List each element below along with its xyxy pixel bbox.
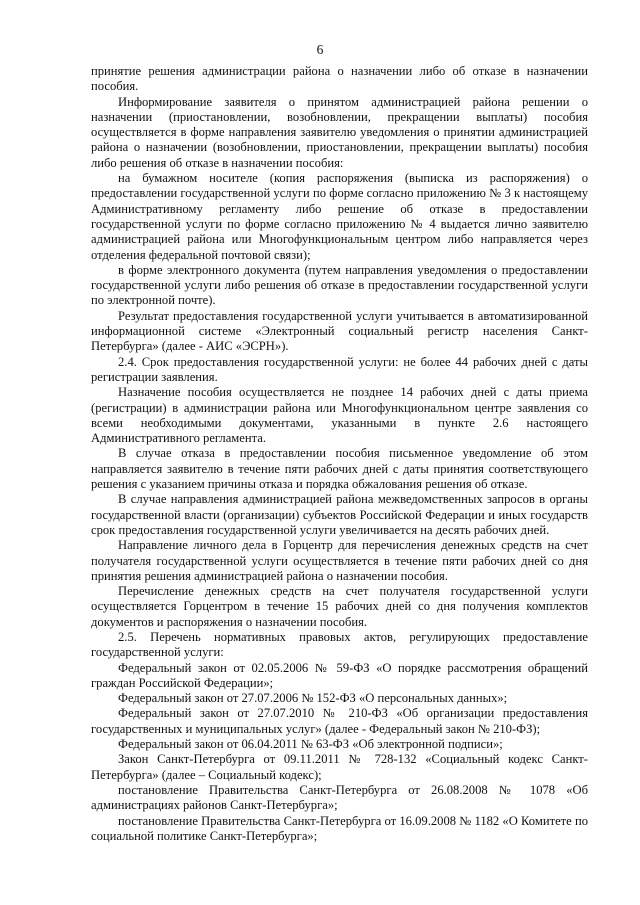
paragraph: постановление Правительства Санкт-Петербурга от 26.08.2008 № 1078 «Об администрациях районов Санкт-Петербурга»; <box>91 782 588 813</box>
paragraph: Результат предоставления государственной услуги учитывается в автоматизированной информационной системе «Электронный социальный регистр населения Санкт-Петербурга» (далее - АИС «ЭСРН»). <box>91 308 588 354</box>
paragraph: на бумажном носителе (копия распоряжения (выписка из распоряжения) о предоставлении государственной услуги по форме согласно приложению № 3 к настоящему Административному регламенту либо решение об отказе в предоставлении государственной услуги по форме согласно приложению № 4 выдается лично заявителю администрацией района или Многофункциональным центром либо направляется через отделения федеральной почтовой связи); <box>91 171 588 262</box>
paragraph: Федеральный закон от 27.07.2006 № 152-ФЗ «О персональных данных»; <box>118 691 508 706</box>
paragraph: Федеральный закон от 06.04.2011 № 63-ФЗ «Об электронной подписи»; <box>118 737 503 752</box>
page-number: 6 <box>316 42 324 57</box>
paragraph: 2.4. Срок предоставления государственной услуги: не более 44 рабочих дней с даты регистрации заявления. <box>91 354 588 384</box>
paragraph: Перечисление денежных средств на счет получателя государственной услуги осуществляется Горцентром в течение 15 рабочих дней со дня получения комплектов документов и распоряжения о назначении пособия. <box>91 584 588 629</box>
document-body <box>91 64 588 844</box>
paragraph: Федеральный закон от 02.05.2006 № 59-ФЗ «О порядке рассмотрения обращений граждан Российской Федерации»; <box>91 660 588 690</box>
paragraph: принятие решения администрации района о назначении либо об отказе в назначении пособия. <box>91 64 588 94</box>
paragraph: Назначение пособия осуществляется не позднее 14 рабочих дней с даты приема (регистрации) в администрации района или Многофункциональном центре заявления со всеми необходимыми документами, указанными в пункте 2.6 настоящего Административного регламента. <box>91 385 588 446</box>
paragraph: Федеральный закон от 27.07.2010 № 210-ФЗ «Об организации предоставления государственных и муниципальных услуг» (далее - Федеральный закон № 210-ФЗ); <box>91 706 588 736</box>
paragraph: Закон Санкт-Петербурга от 09.11.2011 № 728-132 «Социальный кодекс Санкт-Петербурга» (далее – Социальный кодекс); <box>91 752 588 782</box>
paragraph: 2.5. Перечень нормативных правовых актов, регулирующих предоставление государственной услуги: <box>91 629 588 660</box>
paragraph: Направление личного дела в Горцентр для перечисления денежных средств на счет получателя государственной услуги осуществляется в течение пяти рабочих дней со дня принятия решения администрацией района о назначении пособия. <box>91 538 588 583</box>
paragraph: Информирование заявителя о принятом администрацией района решении о назначении (приостановлении, возобновлении, прекращении выплаты) пособия осуществляется в форме направления заявителю уведомления о принятии администрацией района о назначении (возобновлении, приостановлении, прекращении выплаты) пособия либо решения об отказе в назначении пособия: <box>91 94 588 170</box>
paragraph: постановление Правительства Санкт-Петербурга от 16.09.2008 № 1182 «О Комитете по социальной политике Санкт-Петербурга»; <box>91 813 588 843</box>
paragraph: В случае отказа в предоставлении пособия письменное уведомление об этом направляется заявителю в течение пяти рабочих дней с даты принятия соответствующего решения с указанием причины отказа и порядка обжалования решения об отказе. <box>91 446 588 492</box>
paragraph: в форме электронного документа (путем направления уведомления о предоставлении государственной услуги либо решения об отказе в предоставлении государственной услуги по электронной почте). <box>91 262 588 308</box>
paragraph: В случае направления администрацией района межведомственных запросов в органы государственной власти (организации) субъектов Российской Федерации и иных государств срок предоставления государственной услуги увеличивается на десять рабочих дней. <box>91 492 588 537</box>
